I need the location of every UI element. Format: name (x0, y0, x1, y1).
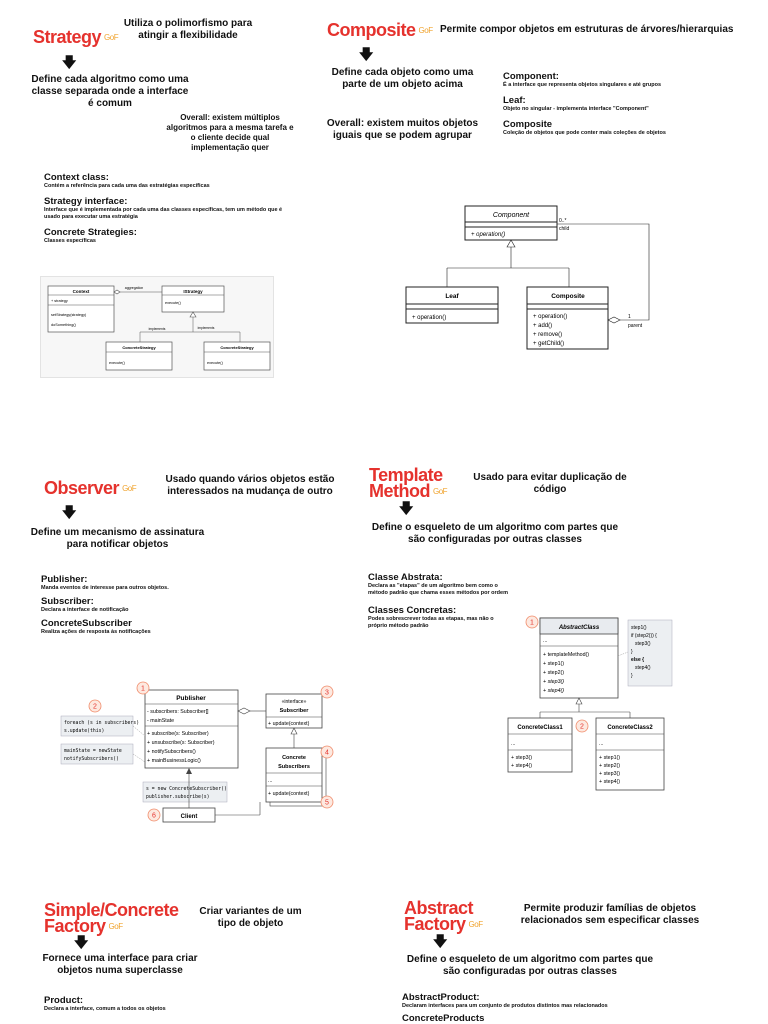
code-line: publisher.subscribe(s) (146, 795, 210, 800)
step-badge (321, 796, 333, 808)
class-name: Subscriber (279, 708, 309, 714)
concrete-class-2 (596, 718, 664, 790)
class-method: setStrategy(strategy) (51, 313, 87, 317)
abstract-factory-item: ConcreteProducts (402, 1013, 485, 1024)
code-line: notifySubscribers() (64, 757, 119, 762)
class-name: AbstractClass (558, 625, 600, 631)
class-method: + step3() (599, 771, 621, 777)
class-method: + step2() (599, 763, 621, 769)
observer-item: Publisher: Manda eventos de interesse para outros objetos. (41, 574, 169, 591)
svg-text:2: 2 (580, 723, 584, 731)
abstract-factory-items (402, 992, 702, 1024)
multiplicity-label: 1 (628, 314, 631, 320)
code-line: foreach (s in subscribers) (64, 721, 140, 726)
class-method: + mainBusinessLogic() (147, 758, 201, 764)
svg-text:2: 2 (93, 703, 97, 711)
step-badge (137, 682, 149, 694)
gof-badge: GoF (104, 33, 119, 43)
template-method-title: Template Method GoF (369, 465, 448, 501)
svg-text:5: 5 (325, 799, 329, 807)
svg-text:step3(): step3() (635, 641, 651, 647)
step-badge (526, 616, 538, 628)
step-badge (89, 700, 101, 712)
gof-badge: GoF (122, 484, 137, 494)
strategy-title: Strategy GoF (33, 27, 119, 47)
simple-factory-items (44, 995, 294, 1013)
class-attr: ... (599, 741, 604, 747)
class-name: Leaf (445, 293, 459, 300)
class-attr: ... (511, 741, 516, 747)
template-code-note (628, 620, 672, 686)
class-name: IStrategy (183, 289, 203, 294)
class-method: + notifySubscribers() (147, 749, 196, 755)
svg-text:else {: else { (631, 657, 645, 663)
template-method-item: Classe Abstrata: Declara as "etapas" de um algoritmo bem como o método padrão que chama esses métodos por ordem (368, 572, 508, 596)
svg-text:4: 4 (325, 749, 329, 757)
gof-badge: GoF (432, 487, 448, 497)
down-arrow-icon: 🡇 (62, 504, 77, 520)
composite-definition: Define cada objeto como uma parte de um objeto acima (331, 67, 474, 90)
class-attr: - mainState (147, 718, 175, 724)
client-box (163, 808, 215, 822)
svg-text:1: 1 (530, 619, 534, 627)
class-name: Publisher (176, 695, 206, 702)
class-method: doSomething() (51, 323, 76, 327)
template-method-items (368, 572, 508, 630)
gof-badge: GoF (418, 26, 433, 36)
class-name: Composite (551, 293, 585, 300)
class-method: execute() (165, 301, 181, 305)
code-note-mainstate (61, 744, 133, 764)
class-attr: ... (268, 778, 273, 784)
simple-factory-note: Criar variantes de um tipo de objeto (199, 906, 302, 929)
observer-item: Subscriber: Declara a interface de notificação (41, 596, 129, 613)
down-arrow-icon: 🡇 (359, 46, 374, 62)
observer-title: Observer GoF (44, 478, 137, 498)
simple-factory-definition: Fornece uma interface para criar objetos numa superclasse (42, 953, 198, 976)
class-name: Component (492, 212, 530, 219)
class-method: execute() (109, 361, 125, 365)
context-class (48, 286, 114, 332)
svg-text:6: 6 (152, 812, 156, 820)
observer-note: Usado quando vários objetos estão interessados na mudança de outro (165, 474, 335, 497)
abstract-factory-item: AbstractProduct: Declaram interfaces para um conjunto de produtos distintos mas relacionados (402, 992, 608, 1009)
class-method: + update(context) (268, 791, 310, 797)
down-arrow-icon: 🡇 (62, 54, 77, 70)
subscriber-interface (266, 694, 322, 728)
template-method-note: Usado para evitar duplicação de código (473, 472, 627, 495)
aggregation-label: aggregation (124, 286, 144, 290)
strategy-note: Utiliza o polimorfismo para atingir a flexibilidade (123, 18, 253, 41)
role-label: child (559, 226, 570, 232)
strategy-items (44, 172, 294, 245)
concrete-class-1 (508, 718, 572, 772)
composite-uml-diagram (400, 200, 670, 360)
component-class (465, 206, 557, 240)
implements-label: implements (197, 326, 215, 330)
class-method: + remove() (533, 332, 563, 338)
strategy-definition: Define cada algoritmo como uma classe separada onde a interface é comum (31, 74, 189, 109)
step-badge (148, 809, 160, 821)
class-name: ConcreteStrategy (220, 345, 254, 350)
simple-factory-title: Simple/Concrete Factory GoF (44, 900, 179, 936)
svg-text:if (step2()) {: if (step2()) { (631, 633, 657, 639)
class-method: + update(context) (268, 721, 310, 727)
class-method: + add() (533, 323, 553, 329)
stereotype-label: «interface» (281, 699, 307, 705)
svg-text:3: 3 (325, 689, 329, 697)
composite-item: Leaf: Objeto no singular - implementa interface "Component" (503, 95, 649, 112)
svg-text:step4(): step4() (635, 665, 651, 671)
class-name: Subscribers (278, 764, 310, 770)
composite-note: Permite compor objetos em estruturas de árvores/hierarquias (440, 24, 734, 35)
class-method: + step3() (511, 755, 533, 761)
composite-item: Component: É a interface que representa objetos singulares e até grupos (503, 71, 662, 88)
class-method: + step4() (543, 688, 565, 694)
abstract-factory-definition: Define o esqueleto de um algoritmo com partes que são configuradas por outras classes (406, 954, 654, 977)
concrete-strategy-2 (204, 342, 270, 370)
istrategy-interface (162, 286, 224, 312)
code-line: s.update(this) (64, 729, 105, 734)
class-method: + step4() (599, 779, 621, 785)
composite-items (503, 71, 743, 137)
concrete-subscribers-class (266, 748, 326, 806)
code-line: mainState = newState (64, 749, 122, 754)
role-label: parent (628, 323, 643, 329)
svg-text:}: } (631, 673, 633, 679)
observer-definition: Define um mecanismo de assinatura para notificar objetos (30, 527, 205, 550)
observer-uml-diagram (55, 678, 345, 828)
class-method: + operation() (533, 314, 568, 320)
svg-text:}: } (631, 649, 633, 655)
abstract-factory-title: Abstract Factory GoF (404, 898, 483, 934)
class-method: + subscribe(s: Subscriber) (147, 731, 209, 737)
abstract-factory-note: Permite produzir famílias de objetos relacionados sem especificar classes (520, 903, 700, 926)
class-name: ConcreteClass2 (607, 725, 653, 731)
down-arrow-icon: 🡇 (74, 934, 89, 950)
leaf-class (406, 287, 498, 323)
class-method: + step2() (543, 670, 565, 676)
class-name: ConcreteClass1 (517, 725, 563, 731)
gof-badge: GoF (108, 922, 123, 932)
class-method: + step4() (511, 763, 533, 769)
strategy-overall: Overall: existem múltiplos algoritmos para a mesma tarefa e o cliente decide qual implementação quer (166, 113, 294, 152)
composite-overall: Overall: existem muitos objetos iguais que se podem agrupar (326, 118, 479, 141)
composite-class (527, 287, 608, 349)
step-badge (321, 746, 333, 758)
strategy-uml-diagram (40, 276, 274, 378)
observer-item: ConcreteSubscriber Realiza ações de resposta às notificações (41, 618, 151, 635)
code-line: s = new ConcreteSubscriber() (146, 787, 227, 792)
class-name: Client (180, 814, 198, 820)
class-name: ConcreteStrategy (122, 345, 156, 350)
concrete-strategy-1 (106, 342, 172, 370)
class-method: + getChild() (533, 341, 565, 347)
class-attr: + strategy (51, 299, 68, 303)
gof-badge: GoF (468, 920, 483, 930)
class-name: Concrete (282, 755, 306, 761)
class-name: Context (72, 289, 90, 294)
svg-text:1: 1 (141, 685, 145, 693)
svg-text:step1(): step1() (631, 625, 647, 631)
multiplicity-label: 0..* (559, 218, 567, 224)
class-attr: ... (543, 638, 548, 644)
class-method: + operation() (471, 232, 506, 238)
strategy-item: Strategy interface: Interface que é implementada por cada uma das classes específicas, tem um método que é usado para executar uma estratégia (44, 196, 283, 220)
class-method: + step3() (543, 679, 565, 685)
strategy-item: Context class: Contém a referência para cada uma das estratégias específicas (44, 172, 210, 189)
class-method: + step1() (543, 661, 565, 667)
code-note-client (143, 782, 227, 802)
composite-title: Composite GoF (327, 20, 433, 40)
class-method: + step1() (599, 755, 621, 761)
down-arrow-icon: 🡇 (399, 500, 414, 516)
composite-item: Composite Coleção de objetos que pode conter mais coleções de objetos (503, 119, 666, 136)
simple-factory-item: Product: Declara a interface, comum a todos os objetos (44, 995, 166, 1012)
template-method-item: Classes Concretas: Podes sobrescrever todas as etapas, mas não o próprio método padrão (368, 605, 494, 629)
step-badge (576, 720, 588, 732)
class-method: + templateMethod() (543, 652, 590, 658)
down-arrow-icon: 🡇 (433, 933, 448, 949)
observer-items (41, 574, 301, 636)
abstract-class (540, 618, 618, 698)
strategy-item: Concrete Strategies: Classes específicas (44, 227, 137, 244)
template-method-uml-diagram (511, 612, 708, 802)
template-method-definition: Define o esqueleto de um algoritmo com partes que são configuradas por outras classes (371, 522, 619, 545)
step-badge (321, 686, 333, 698)
class-method: + unsubscribe(s: Subscriber) (147, 740, 215, 746)
publisher-class (145, 690, 238, 768)
code-note-foreach (61, 716, 139, 736)
class-method: execute() (207, 361, 223, 365)
class-method: + operation() (412, 315, 447, 321)
implements-label: implements (148, 327, 166, 331)
class-attr: - subscribers: Subscriber[] (147, 709, 209, 715)
